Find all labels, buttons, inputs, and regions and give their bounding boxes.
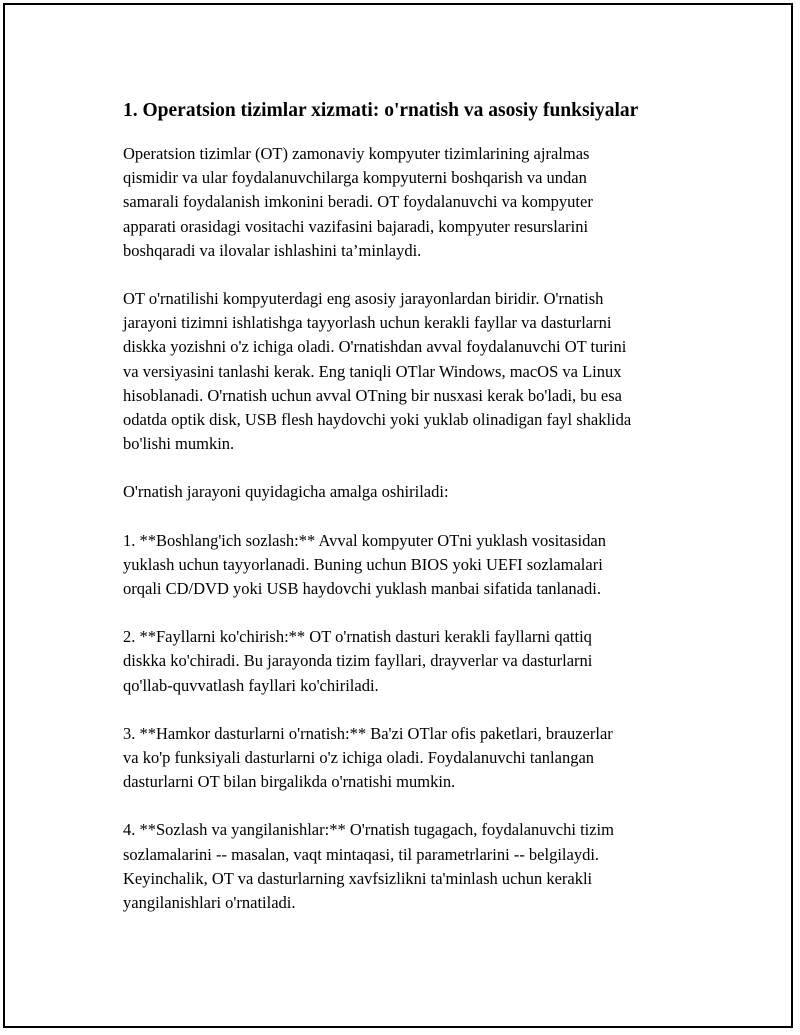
text-line: 1. **Boshlang'ich sozlash:** Avval kompyuter OTni yuklash vositasidan [123, 530, 606, 550]
text-line: 2. **Fayllarni ko'chirish:** OT o'rnatish dasturi kerakli fayllarni qattiq [123, 627, 592, 647]
document-title: 1. Operatsion tizimlar xizmati: o'rnatish va asosiy funksiyalar [123, 100, 639, 121]
text-line: yuklash uchun tayyorlanadi. Buning uchun BIOS yoki UEFI sozlamalari [123, 554, 603, 574]
text-line: 3. **Hamkor dasturlarni o'rnatish:** Ba'zi OTlar ofis paketlari, brauzerlar [123, 723, 613, 743]
text-line: qo'llab-quvvatlash fayllari ko'chiriladi. [123, 675, 379, 695]
text-line: OT o'rnatilishi kompyuterdagi eng asosiy jarayonlardan biridir. O'rnatish [123, 289, 604, 309]
text-line: boshqaradi va ilovalar ishlashini ta’minlaydi. [123, 240, 422, 260]
list-item-step-1 [123, 529, 693, 602]
paragraph-installation [123, 287, 693, 456]
text-line: hisoblanadi. O'rnatish uchun avval OTning bir nusxasi kerak bo'ladi, bu esa [123, 385, 623, 405]
text-line: 4. **Sozlash va yangilanishlar:** O'rnatish tugagach, foydalanuvchi tizim [123, 820, 614, 840]
text-line: samarali foydalanish imkonini beradi. OT foydalanuvchi va kompyuter [123, 192, 593, 212]
list-item-step-2 [123, 625, 693, 698]
text-line: yangilanishlari o'rnatiladi. [123, 893, 296, 913]
text-line: va ko'p funksiyali dasturlarni o'z ichiga oladi. Foydalanuvchi tanlangan [123, 748, 595, 768]
list-item-step-3 [123, 722, 693, 795]
text-line: diskka ko'chiradi. Bu jarayonda tizim fayllari, drayverlar va dasturlarni [123, 651, 593, 671]
paragraph-intro [123, 142, 693, 263]
text-line: Operatsion tizimlar (OT) zamonaviy kompyuter tizimlarining ajralmas [123, 144, 590, 163]
text-line: sozlamalarini -- masalan, vaqt mintaqasi, til parametrlarini -- belgilaydi. [123, 844, 600, 864]
list-item-step-4 [123, 818, 693, 915]
text-line: qismidir va ular foydalanuvchilarga kompyuterni boshqarish va undan [123, 168, 587, 188]
document-body [123, 97, 693, 939]
text-line: dasturlarni OT bilan birgalikda o'rnatishi mumkin. [123, 772, 456, 792]
text-line: jarayoni tizimni ishlatishga tayyorlash uchun kerakli fayllar va dasturlarni [123, 313, 612, 333]
paragraph-process-intro [123, 480, 693, 504]
text-line: O'rnatish jarayoni quyidagicha amalga oshiriladi: [123, 482, 449, 502]
text-line: bo'lishi mumkin. [123, 434, 235, 454]
text-line: va versiyasini tanlashi kerak. Eng taniqli OTlar Windows, macOS va Linux [123, 361, 622, 381]
text-line: apparati orasidagi vositachi vazifasini bajaradi, kompyuter resurslarini [123, 216, 589, 236]
page-frame [3, 3, 793, 1028]
text-line: Keyinchalik, OT va dasturlarning xavfsizlikni ta'minlash uchun kerakli [123, 868, 593, 888]
text-line: orqali CD/DVD yoki USB haydovchi yuklash manbai sifatida tanlanadi. [123, 579, 601, 599]
text-line: odatda optik disk, USB flesh haydovchi yoki yuklab olinadigan fayl shaklida [123, 410, 632, 430]
text-line: diskka yozishni o'z ichiga oladi. O'rnatishdan avval foydalanuvchi OT turini [123, 337, 627, 357]
